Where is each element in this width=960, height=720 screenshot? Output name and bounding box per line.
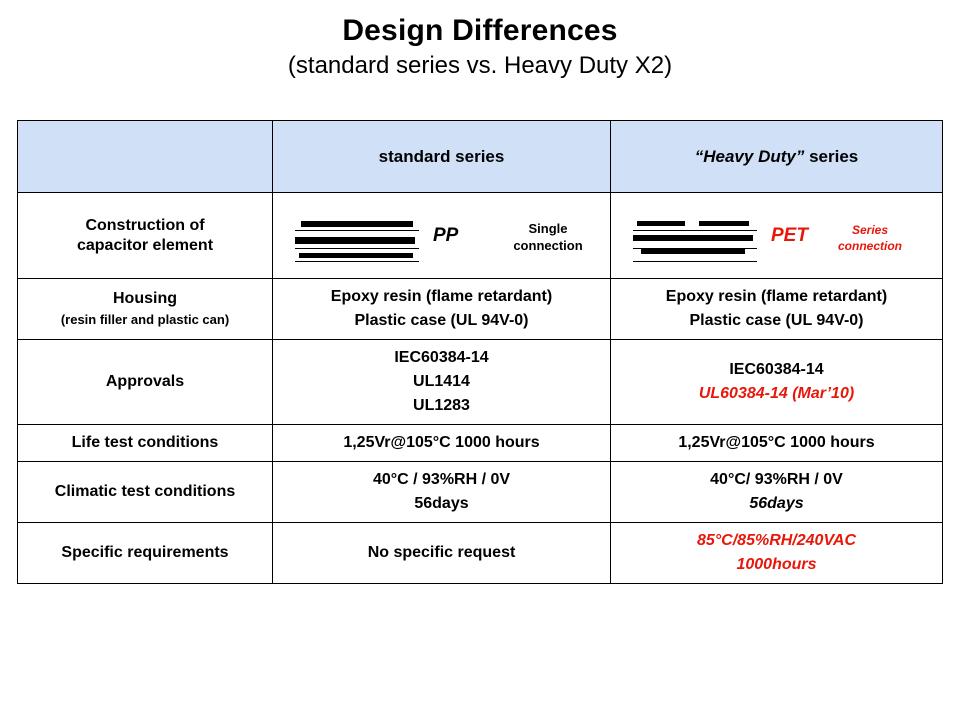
cell-life-test-heavy-line1: 1,25Vr@105°C 1000 hours xyxy=(678,434,875,451)
cell-approvals-heavy-line1: IEC60384-14 xyxy=(729,361,824,378)
cell-approvals-standard-line1: IEC60384-14 xyxy=(394,349,489,366)
table-row xyxy=(18,279,943,340)
cell-construction-heavy-duty xyxy=(611,193,943,279)
material-label-pp: PP xyxy=(433,225,459,246)
cell-approvals-standard-line3: UL1283 xyxy=(413,397,470,414)
row-label-construction xyxy=(18,193,273,279)
comparison-table xyxy=(17,120,943,584)
row-label-housing xyxy=(18,279,273,340)
row-label-housing-main: Housing xyxy=(113,290,177,308)
row-label-construction-line2: capacitor element xyxy=(76,236,214,254)
table-row xyxy=(18,340,943,425)
cell-life-test-standard xyxy=(273,425,611,462)
table-row xyxy=(18,462,943,523)
cell-housing-heavy-line2: Plastic case (UL 94V-0) xyxy=(689,312,864,329)
cell-climatic-heavy-duty xyxy=(611,462,943,523)
capacitor-element-diagram-pet xyxy=(633,215,763,265)
cell-climatic-heavy-line1: 40°C/ 93%RH / 0V xyxy=(710,471,843,488)
table-row xyxy=(18,425,943,462)
cell-life-test-standard-line1: 1,25Vr@105°C 1000 hours xyxy=(343,434,540,451)
title-block xyxy=(0,0,960,79)
cell-housing-standard-line1: Epoxy resin (flame retardant) xyxy=(330,288,553,305)
cell-housing-standard xyxy=(273,279,611,340)
row-label-climatic-test: Climatic test conditions xyxy=(18,462,273,523)
capacitor-element-diagram-pp xyxy=(295,215,425,265)
cell-approvals-heavy-duty xyxy=(611,340,943,425)
cell-specific-heavy-line1: 85°C/85%RH/240VAC xyxy=(696,532,857,549)
table-header-row xyxy=(18,121,943,193)
connection-single-line2: connection xyxy=(513,237,583,253)
cell-specific-heavy-line2: 1000hours xyxy=(736,556,817,573)
cell-approvals-heavy-line2: UL60384-14 (Mar’10) xyxy=(698,385,855,402)
cell-specific-heavy-duty xyxy=(611,523,943,584)
cell-housing-standard-line2: Plastic case (UL 94V-0) xyxy=(354,312,529,329)
connection-label-series xyxy=(815,223,925,254)
row-label-specific-requirements: Specific requirements xyxy=(18,523,273,584)
connection-series-line2: connection xyxy=(837,238,902,253)
cell-climatic-heavy-line2: 56days xyxy=(749,495,804,512)
header-standard-series: standard series xyxy=(273,121,611,193)
page-title: Design Differences xyxy=(342,14,618,47)
cell-climatic-standard-line2: 56days xyxy=(414,495,469,512)
cell-housing-heavy-line1: Epoxy resin (flame retardant) xyxy=(665,288,888,305)
cell-life-test-heavy-duty xyxy=(611,425,943,462)
header-heavy-duty-quoted: “Heavy Duty” xyxy=(694,146,805,166)
header-corner-cell xyxy=(18,121,273,193)
row-label-life-test: Life test conditions xyxy=(18,425,273,462)
cell-climatic-standard-line1: 40°C / 93%RH / 0V xyxy=(372,471,511,488)
table-row xyxy=(18,193,943,279)
cell-specific-standard-line1: No specific request xyxy=(367,544,516,561)
row-label-housing-sub: (resin filler and plastic can) xyxy=(60,312,230,328)
connection-series-line1: Series xyxy=(851,223,889,237)
row-label-approvals: Approvals xyxy=(18,340,273,425)
cell-approvals-standard xyxy=(273,340,611,425)
row-label-construction-line1: Construction of xyxy=(85,216,205,234)
cell-specific-standard xyxy=(273,523,611,584)
cell-housing-heavy-duty xyxy=(611,279,943,340)
header-heavy-duty-suffix: series xyxy=(804,146,859,166)
header-heavy-duty-series xyxy=(611,121,943,193)
cell-construction-standard xyxy=(273,193,611,279)
table-row xyxy=(18,523,943,584)
cell-climatic-standard xyxy=(273,462,611,523)
page-subtitle: (standard series vs. Heavy Duty X2) xyxy=(287,52,673,79)
connection-single-line1: Single xyxy=(528,221,568,236)
material-label-pet: PET xyxy=(771,225,808,246)
cell-approvals-standard-line2: UL1414 xyxy=(413,373,470,390)
connection-label-single xyxy=(493,221,603,255)
